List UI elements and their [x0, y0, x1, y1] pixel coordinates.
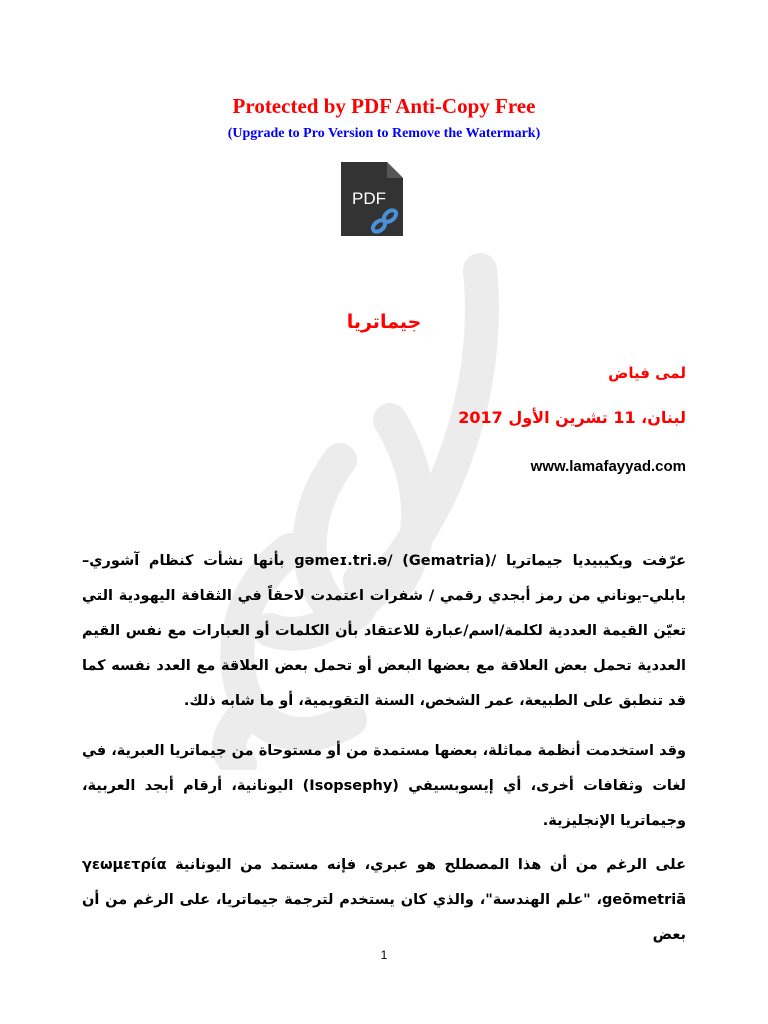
page-number: 1	[380, 948, 388, 962]
paragraph-2: وقد استخدمت أنظمة مماثلة، بعضها مستمدة من أو مستوحاة من جيماتريا العبرية، في لغات وثقافات أخرى، أي إيسوبسيفي (Isopsephy) اليونانية، أرقام أبجد العربية، وجيماتريا الإنجليزية.	[82, 743, 686, 829]
watermark-title: Protected by PDF Anti-Copy Free	[232, 94, 536, 118]
watermark-subtitle: (Upgrade to Pro Version to Remove the Watermark)	[227, 126, 541, 141]
article-title: جيماتريا	[346, 311, 422, 333]
paragraph-3: على الرغم من أن هذا المصطلح هو عبري، فإنه مستمد من اليونانية γεωμετρία geōmetriā، "علم الهندسة"، والذي كان يستخدم لترجمة جيماتريا، على الرغم من أن بعض	[82, 857, 686, 943]
website-link[interactable]: www.lamafayyad.com	[530, 458, 686, 475]
paragraph-1: عرّفت ويكيبيديا جيماتريا /ɡəmeɪ.tri.ə/ (Gematria) بأنها نشأت كنظام آشوري–بابلي–يوناني من رمز أبجدي رقمي / شفرات اعتمدت لاحقاً في الثقافة اليهودية التي تعيّن القيمة العددية لكلمة/اسم/عبارة للاعتقاد بأن الكلمات أو العبارات مع نفس القيم العددية تحمل بعض العلاقة مع بعضها البعض أو تحمل بعض العلاقة مع العدد نفسه كما قد تنطبق على الطبيعة، عمر الشخص، السنة التقويمية، أو ما شابه ذلك.	[82, 553, 686, 709]
date-line: لبنان، 11 تشرين الأول 2017	[458, 408, 686, 427]
author-name: لمى فياض	[608, 364, 686, 382]
pdf-link-icon	[339, 160, 405, 238]
pdf-icon-label: PDF	[352, 189, 386, 208]
